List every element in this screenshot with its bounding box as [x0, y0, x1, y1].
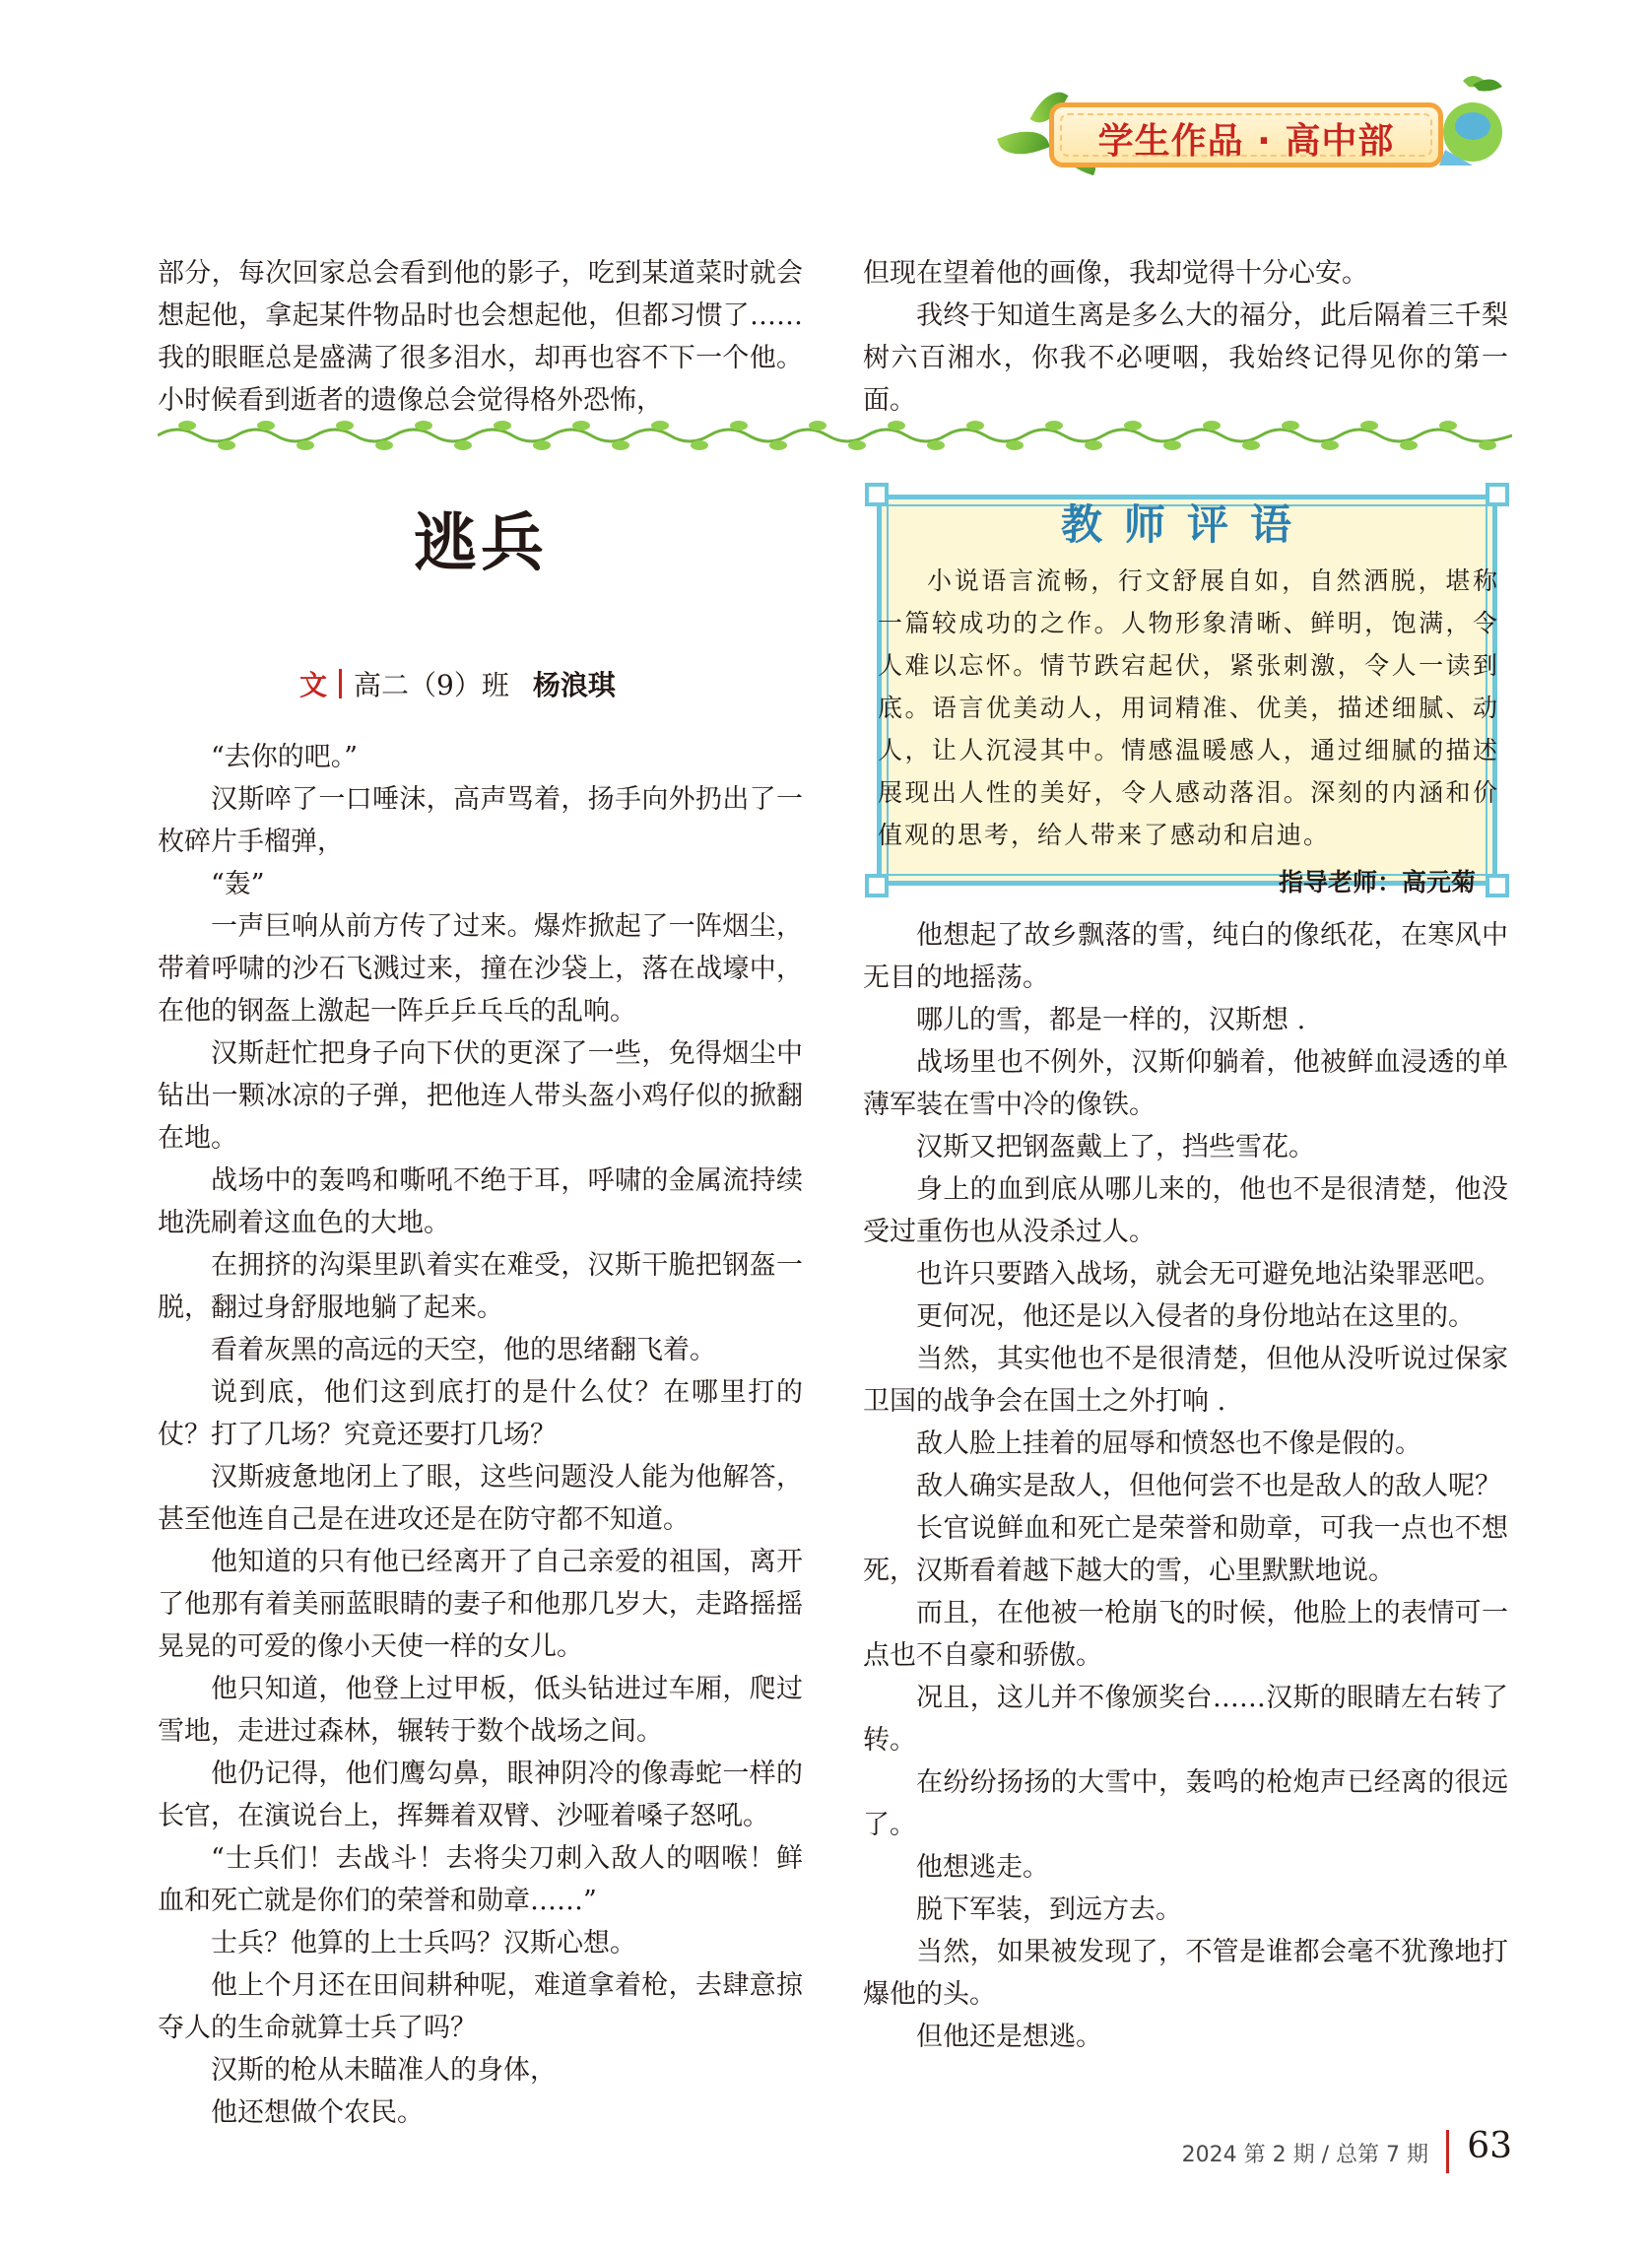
paragraph: 他知道的只有他已经离开了自己亲爱的祖国，离开了他那有着美丽蓝眼睛的妻子和他那几岁大，走路摇摇晃晃的可爱的像小天使一样的女儿。 [158, 1547, 803, 1662]
article-title: 逃兵 [414, 506, 548, 580]
footer-separator [1446, 2130, 1449, 2173]
paragraph: 敌人脸上挂着的屈辱和愤怒也不像是假的。 [916, 1428, 1421, 1459]
byline-author: 杨浪琪 [532, 669, 616, 701]
paragraph: 汉斯赶忙把身子向下伏的更深了一些，免得烟尘中钻出一颗冰凉的子弹，把他连人带头盔小鸡仔似的掀翻在地。 [158, 1038, 803, 1154]
paragraph: 但现在望着他的画像，我却觉得十分心安。 [863, 258, 1368, 289]
teacher-comment-text: 小说语言流畅，行文舒展自如，自然洒脱，堪称一篇较成功的之作。人物形象清晰、鲜明，饱满，令人难以忘怀。情节跌宕起伏，紧张刺激，令人一读到底。语言优美动人，用词精准、优美，描述细腻、动人，让人沉浸其中。情感温暖感人，通过细腻的描述展现出人性的美好，令人感动落泪。深刻的内涵和价值观的思考，给人带来了感动和启迪。 [878, 566, 1499, 849]
paragraph: 也许只要踏入战场，就会无可避免地沾染罪恶吧。 [916, 1259, 1501, 1290]
paragraph: “轰” [211, 869, 265, 899]
paragraph: 他想起了故乡飘落的雪，纯白的像纸花，在寒风中无目的地摇荡。 [863, 920, 1508, 993]
paragraph: 他还想做个农民。 [211, 2097, 424, 2128]
paragraph: 士兵？他算的上士兵吗？汉斯心想。 [211, 1928, 636, 1958]
byline-prefix: 文 [299, 669, 328, 701]
paragraph: 看着灰黑的高远的天空，他的思绪翻飞着。 [211, 1335, 716, 1365]
paragraph: 战场中的轰鸣和嘶吼不绝于耳，呼啸的金属流持续地洗刷着这血色的大地。 [158, 1165, 803, 1238]
byline-separator [339, 669, 342, 698]
leaf-icon [997, 123, 1050, 164]
byline-class: 高二（9）班 [354, 669, 509, 701]
paragraph: 他上个月还在田间耕种呢，难道拿着枪，去肆意掠夺人的生命就算士兵了吗？ [158, 1970, 803, 2043]
article-right-column [863, 914, 1508, 2058]
paragraph: 汉斯又把钢盔戴上了，挡些雪花。 [916, 1132, 1315, 1162]
frame-corner [865, 874, 889, 897]
paragraph: 他只知道，他登上过甲板，低头钻进过车厢，爬过雪地，走进过森林，辗转于数个战场之间。 [158, 1674, 803, 1747]
teacher-comment-box [863, 481, 1511, 899]
section-badge-plate [1049, 102, 1443, 167]
page-footer [1133, 2126, 1512, 2173]
byline [299, 664, 616, 703]
prev-article-left-column [158, 252, 803, 422]
issue-info: 2024 第 2 期 / 总第 7 期 [1181, 2143, 1428, 2167]
paragraph: 在拥挤的沟渠里趴着实在难受，汉斯干脆把钢盔一脱，翻过身舒服地躺了起来。 [158, 1250, 803, 1323]
paragraph: 部分，每次回家总会看到他的影子，吃到某道菜时就会想起他，拿起某件物品时也会想起他，但都习惯了……我的眼眶总是盛满了很多泪水，却再也容不下一个他。小时候看到逝者的遗像总会觉得格外恐怖， [158, 258, 803, 416]
paragraph: “士兵们！去战斗！去将尖刀刺入敌人的咽喉！鲜血和死亡就是你们的荣誉和勋章……” [158, 1843, 803, 1916]
paragraph: 况且，这儿并不像颁奖台……汉斯的眼睛左右转了转。 [863, 1683, 1508, 1756]
paragraph: 在纷纷扬扬的大雪中，轰鸣的枪炮声已经离的很远了。 [863, 1767, 1508, 1840]
paragraph: 更何况，他还是以入侵者的身份地站在这里的。 [916, 1301, 1475, 1332]
paragraph: 当然，其实他也不是很清楚，但他从没听说过保家卫国的战争会在国土之外打响 . [863, 1344, 1508, 1417]
paragraph: 敌人确实是敌人，但他何尝不也是敌人的敌人呢？ [916, 1471, 1501, 1501]
vine-divider [158, 414, 1512, 457]
paragraph: 脱下军装，到远方去。 [916, 1894, 1182, 1925]
paragraph: 汉斯啐了一口唾沫，高声骂着，扬手向外扔出了一枚碎片手榴弹， [158, 784, 803, 857]
paragraph: 一声巨响从前方传了过来。爆炸掀起了一阵烟尘，带着呼啸的沙石飞溅过来，撞在沙袋上，落在战壕中，在他的钢盔上激起一阵乒乒乓乓的乱响。 [158, 911, 803, 1027]
paragraph: 战场里也不例外，汉斯仰躺着，他被鲜血浸透的单薄军装在雪中冷的像铁。 [863, 1047, 1508, 1120]
teacher-comment-title: 教师评语 [1060, 500, 1313, 549]
paragraph: 但他还是想逃。 [916, 2022, 1102, 2052]
section-badge [990, 61, 1512, 189]
paragraph: 汉斯的枪从未瞄准人的身体， [211, 2055, 557, 2086]
paragraph: 身上的血到底从哪儿来的，他也不是很清楚，他没受过重伤也从没杀过人。 [863, 1174, 1508, 1247]
paragraph: 而且，在他被一枪崩飞的时候，他脸上的表情可一点也不自豪和骄傲。 [863, 1598, 1508, 1671]
paragraph: 我终于知道生离是多么大的福分，此后隔着三千梨树六百湘水，你我不必哽咽，我始终记得见你的第一面。 [863, 300, 1508, 416]
section-label: 学生作品 · 高中部 [1097, 121, 1395, 162]
paragraph: 说到底，他们这到底打的是什么仗？在哪里打的仗？打了几场？究竟还要打几场？ [158, 1377, 803, 1450]
paragraph: 他仍记得，他们鹰勾鼻，眼神阴冷的像毒蛇一样的长官，在演说台上，挥舞着双臂、沙哑着嗓子怒吼。 [158, 1759, 803, 1831]
teacher-signature: 指导老师：高元菊 [1278, 868, 1476, 896]
paragraph: 汉斯疲惫地闭上了眼，这些问题没人能为他解答，甚至他连自己是在进攻还是在防守都不知道。 [158, 1462, 803, 1535]
watering-can-icon [1433, 71, 1512, 169]
paragraph: 长官说鲜血和死亡是荣誉和勋章，可我一点也不想死，汉斯看着越下越大的雪，心里默默地说。 [863, 1513, 1508, 1586]
paragraph: “去你的吧。” [211, 742, 359, 772]
paragraph: 哪儿的雪，都是一样的，汉斯想 . [916, 1005, 1306, 1035]
page-number: 63 [1467, 2126, 1512, 2166]
prev-article-right-column [863, 252, 1508, 422]
frame-corner [1486, 874, 1509, 897]
paragraph: 当然，如果被发现了，不管是谁都会毫不犹豫地打爆他的头。 [863, 1937, 1508, 2010]
paragraph: 他想逃走。 [916, 1852, 1049, 1883]
article-left-column [158, 736, 803, 2134]
